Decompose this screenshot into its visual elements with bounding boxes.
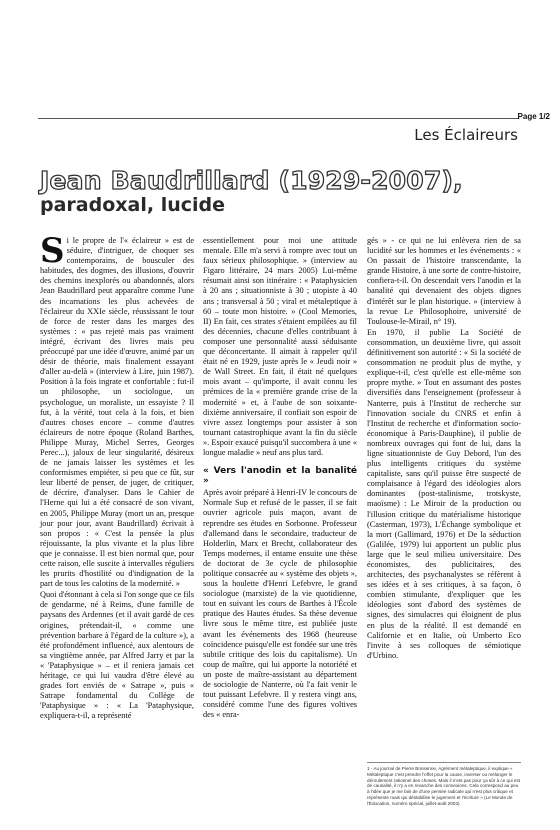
paragraph: En 1970, il publie La Société de consommation, un deuxième livre, qui assoit définitivement son autorité : « Si la société de consommation ne produit plus de mythe, y explique-t-il, c'est qu'elle est elle-même son propre mythe. » Tout en assumant des postes diversifiés dans l'enseignement (professeur à Nanterre, puis à l'Institut de recherche sur l'innovation sociale du CNRS et enfin à l'Institut de recherche et d'information socio-économique à Paris-Dauphine), il publie de nombreux ouvrages qui font de lui, dans la ligne situationniste de Guy Debord, l'un des plus intelligents critiques du système capitaliste, sans qu'il puisse être suspecté de complaisance à l'égard des idéologies alors dominantes (post-stalinisme, trotskyste, maoïsme) : Le Miroir de la production ou l'illusion critique du matérialisme historique (Casterman, 1973), L'Échange symbolique et la mort (Gallimard, 1976) et De la séduction (Galilée, 1979) lui apportent un public plus large que le seul milieu universitaire. Des économistes, des publicitaires, des architectes, des psychanalystes se réfèrent à ses idées et à ses critiques, à sa façon, ô combien stimulante, d'expliquer que les idéologies sont d'abord des systèmes de signes, des simulacres qui éloignent de plus en plus de la réalité. Il est demandé en Californie et en Italie, où Umberto Eco l'invite à ses colloques de sémiotique d'Urbino.: [367, 327, 521, 660]
text-column-3: [367, 236, 521, 662]
paragraph: Quoi d'étonnant à cela si l'on songe que ce fils de gendarme, né à Reims, d'une famille de paysans des Ardennes (et il avait gardé de ces origines, prétendait-il, « comme une prévention barbare à l'égard de la culture »), a été profondément influencé, aux alentours de sa vingtième année, par Alfred Jarry et par la « 'Pataphysique » – et il reniera jamais cet héritage, ce qui lui vaudra d'être élevé au grades fort enviés de « Satrape », puis « Satrape fondamental du Collège de 'Pataphysique » : « La 'Pataphysique, expliquera-t-il, a représenté: [40, 590, 194, 721]
page-number: Page 1/2: [517, 112, 550, 121]
drop-cap: S: [40, 231, 65, 271]
paragraph-text: i le propre de l'« éclaireur » est de séduire, d'intriguer, de choquer ses contemporains, de bousculer des habitudes, des dogmes, des illusions, d'ouvrir des chemins inexplorés ou abandonnés, alors Jean Baudrillard peut apparaître comme l'une des incarnations les plus achevées de l'éclaireur du XXIe siècle, réussissant le tour de force de rester dans les marges des systèmes : « pas rejeté mais pas vraiment intégré, écrivant des livres mais peu préoccupé par une idée d'œuvre, animé par un désir de théorie, mais finalement essayant d'aller au-delà » (interview à Lire, juin 1987). Position à la fois ingrate et confortable : fut-il un philosophe, un sociologue, un psychologue, un moraliste, un essayiste ? Il fut, à la vérité, tout cela à la fois, et bien d'autres choses encore – comme d'autres éclaireurs de notre époque (Roland Barthes, Philippe Muray, Michel Serres, Georges Perec...), jaloux de leur singularité, désireux de ne jamais laisser les systèmes et les conformismes empiéter, si peu que ce fût, sur leur liberté de penser, de juger, de critiquer, de décrire, d'analyser. Dans le Cahier de l'Herne qui lui a été consacré de son vivant, en 2005, Philippe Muray (mort un an, presque jour pour jour, avant Baudrillard) écrivait à son propos : « C'est la pensée la plus réjouissante, la plus vivante et la plus libre que je connaisse. Il est bien normal que, pour cette raison, elle suscite à intervalles réguliers les prurits d'hostilité ou d'indignation de la part de tous les calotins de la modernité. »: [40, 236, 194, 589]
footnote-rule: [367, 762, 521, 763]
section-subheading: « Vers l'anodin et la banalité »: [203, 466, 357, 487]
paragraph: [40, 231, 194, 589]
footnote: 1 - Au journal de Pierre Bonsenne, Agrément métaleptique, il explique « Métaleptique c'est prendre l'effet pour la cause, inverser ou mélanger le déroulement rationnel des choses. Mais il n'est pas pour ça sûr à ce qui est de causalité, il n'y a en revanche des connexions. Cela correspond au peu à l'idée que je me fais de d'une pensée radicale qui n'est plus critique et représente mais qui déstabilise le jugement et l'écriture » (Le Monde de l'Éducation, numéro spécial, juillet-août 2003): [367, 766, 521, 806]
paragraph: Après avoir préparé à Henri-IV le concours de Normale Sup et refusé de le passer, il se fait ouvrier agricole puis maçon, avant de reprendre ses études en Sorbonne. Professeur d'allemand dans le secondaire, traducteur de Holderlin, Marx et Brecht, collaborateur des Temps modernes, il entame ensuite une thèse de doctorat de 3e cycle de philosophie politique consacrée au « système des objets », sous la houlette d'Henri Lefebvre, le grand sociologue (marxiste) de la vie quotidienne, tout en suivant les cours de Barthes à l'École pratique des Hautes études. Sa thèse devenue livre sous le même titre, est publiée juste avant les événements des 1968 (heureuse coïncidence puisqu'elle est fondée sur une très subtile critique des lois du capitalisme). Un coup de maître, qui lui apporte la notoriété et un poste de maître-assistant au département de sociologie de Nanterre, où l'a fait venir le tout puissant Lefebvre. Il y restera vingt ans, considéré comme l'une des figures voltives des « enra-: [203, 488, 357, 720]
header-rule: [38, 118, 518, 119]
text-column-2: [203, 236, 357, 721]
article-title: Jean Baudrillard (1929-2007),: [40, 166, 463, 195]
article-subtitle: paradoxal, lucide: [40, 194, 225, 216]
section-title: Les Éclaireurs: [414, 126, 518, 144]
paragraph: essentiellement pour moi une attitude mentale. Elle m'a servi à rompre avec tout un faux sérieux philosophique. » (interview au Figaro littéraire, 24 mars 2005) Lui-même résumait ainsi son itinéraire : « Pataphysicien à 20 ans ; situationniste à 30 ; utopiste à 40 ans ; transversal à 50 ; viral et métaleptique à 60 – toute mon histoire. » (Cool Memories, II) En fait, ces strates s'étaient empilées au fil des décennies, chacune d'elles contribuant à composer une personnalité aussi séduisante que déconcertante. Il aimait à rappeler qu'il était né en 1929, juste après le « Jeudi noir » de Wall Street. En fait, il était né quelques mois avant – qu'importe, il avait connu les prémices de la « première grande crise de la modernité » et, à l'aube de son soixante-dixième anniversaire, il confiait son espoir de vivre assez longtemps pour assister à son tournant catastrophique avant la fin du siècle ». Espoir exaucé puisqu'il succombera à une « longue maladie » neuf ans plus tard.: [203, 236, 357, 457]
text-column-1: [40, 231, 194, 723]
paragraph: gés » - ce qui ne lui enlèvera rien de sa lucidité sur les hommes et les événements : « On passait de l'histoire transcendante, la grande Histoire, à une sorte de contre-histoire, confiera-t-il. On descendait vers l'anodin et la banalité qui devenaient des objets dignes d'intérêt sur le plan historique. » (interview à la revue Le Philosophoire, université de Toulouse-le-Mirail, n° 19).: [367, 236, 521, 326]
